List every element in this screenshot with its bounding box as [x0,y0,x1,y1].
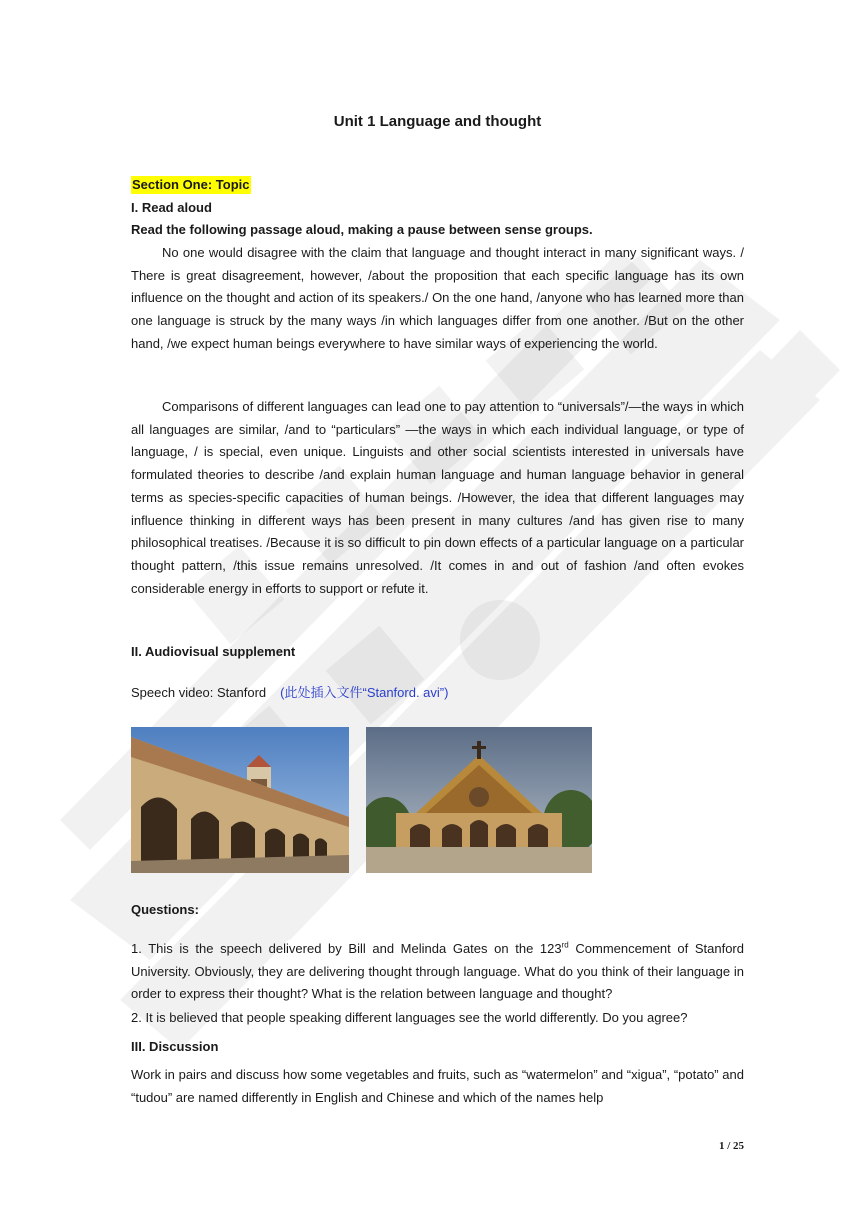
speech-insert-note: (此处插入文件“Stanford. avi”) [280,685,449,700]
stanford-arcade-photo [131,727,349,873]
question-1 [131,938,744,1006]
paragraph-2: Comparisons of different languages can lead one to pay attention to “universals”/—the ways in which all languages are similar, /and to “particulars” —the ways in which each individual language, or type of language, / is special, even unique. Linguists and other social scientists interested in universals have formulated theories to describe /and explain human language and human language behavior in general terms as species-specific capacities of human beings. /However, the idea that different languages may influence thinking in different ways has been present in many cultures /and has given rise to many philosophical treatises. /Because it is so difficult to pin down effects of a particular language on a particular thought pattern, /this issue remains unresolved. /It comes in and out of fashion /and often evokes considerable energy in efforts to support or refute it. [131,399,744,596]
questions-heading: Questions: [131,902,199,917]
part3-heading: III. Discussion [131,1039,219,1054]
paragraph-1: No one would disagree with the claim that language and thought interact in many significant ways. / There is great disagreement, however, /about the proposition that each specific language has its own influence on the thought and action of its speakers./ On the one hand, /anyone who has learned more than one language is struck by the many ways /in which languages differ from one another. /But on the other hand, /we expect human beings everywhere to have similar ways of experiencing the world. [131,245,744,351]
speech-label: Speech video: Stanford [131,685,267,700]
stanford-church-photo [366,727,592,873]
part2-heading: II. Audiovisual supplement [131,644,296,659]
part1-heading: I. Read aloud [131,200,212,215]
question-1-ordinal-suffix: rd [561,940,569,950]
page-number: 1 / 25 [718,1140,744,1152]
page-title: Unit 1 Language and thought [333,113,542,130]
question-1-text-start: 1. This is the speech delivered by Bill and Melinda Gates on the 123 [131,941,562,956]
question-2: 2. It is believed that people speaking different languages see the world differently. Do you agree? [131,1010,688,1025]
discussion-paragraph: Work in pairs and discuss how some vegetables and fruits, such as “watermelon” and “xigua”, “potato” and “tudou” are named differently in English and Chinese and which of the names help [131,1067,744,1105]
part1-instruction: Read the following passage aloud, making a pause between sense groups. [131,222,593,237]
section-one-heading: Section One: Topic [132,177,250,192]
question-1-text-end: Commencement of Stanford University. Obviously, they are delivering thought through language. What do you think of their language in order to express their thought? What is the relation between language and thought? [131,941,744,1002]
speech-line [131,683,448,703]
